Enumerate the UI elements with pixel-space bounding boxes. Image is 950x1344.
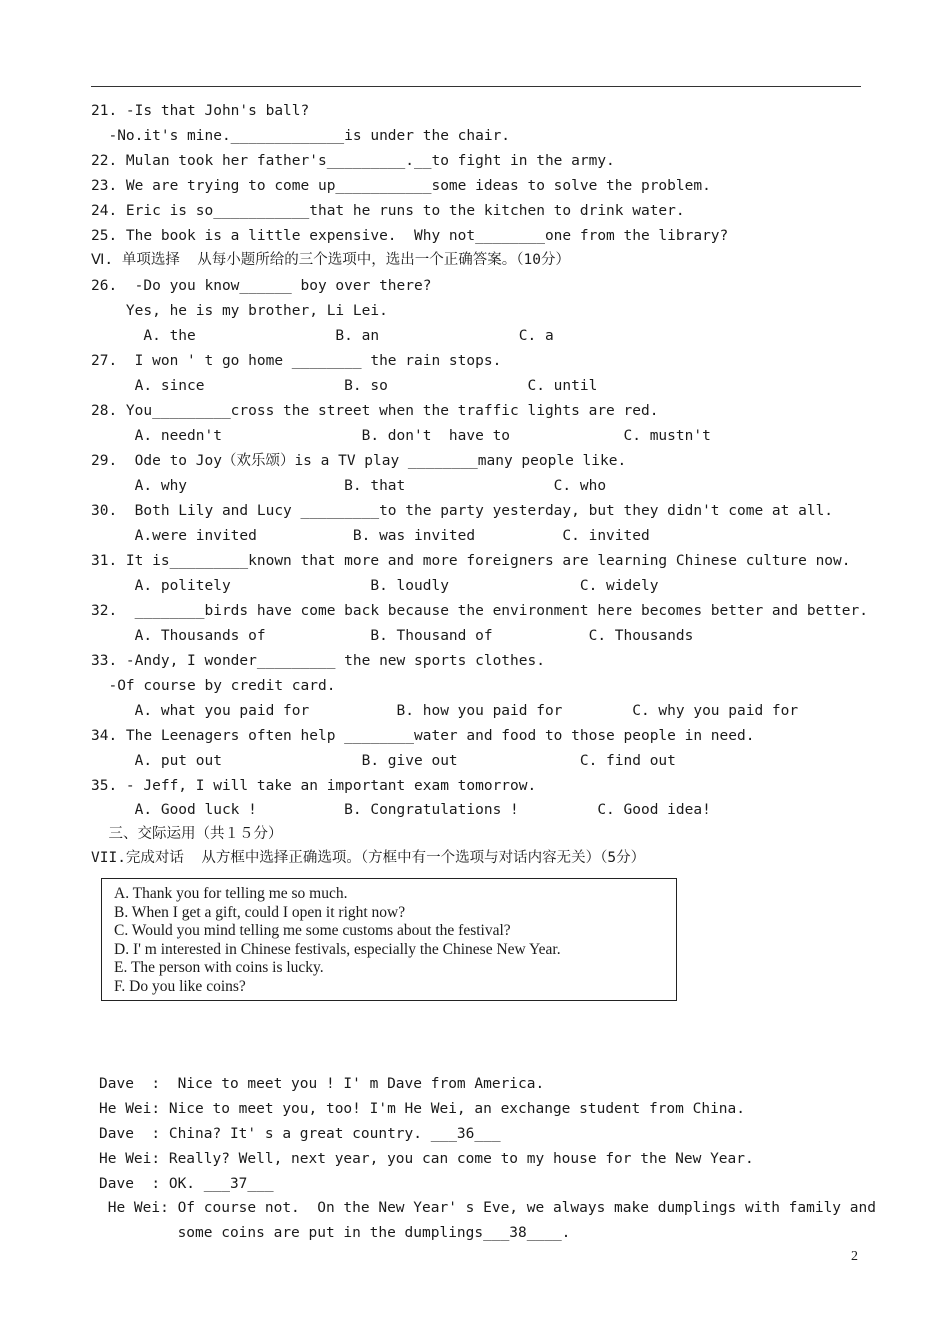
text-line: 31. It is_________known that more and more foreigners are learning Chinese culture now. [91, 553, 851, 569]
text-line: -No.it's mine._____________is under the chair. [91, 128, 511, 144]
page-number: 2 [851, 1249, 858, 1264]
text-line: A. Thousands of B. Thousand of C. Thousands [91, 628, 694, 644]
option-d: D. I' m interested in Chinese festivals, especially the Chinese New Year. [114, 940, 561, 958]
text-line: He Wei: Of course not. On the New Year' s Eve, we always make dumplings with family and [99, 1200, 876, 1216]
text-line: 30. Both Lily and Lucy _________to the party yesterday, but they didn't come at all. [91, 503, 834, 519]
text-line: A. the B. an C. a [91, 328, 554, 344]
text-line: 24. Eric is so___________that he runs to the kitchen to drink water. [91, 203, 685, 219]
text-line: 21. -Is that John's ball? [91, 103, 310, 119]
text-line: A. why B. that C. who [91, 478, 607, 494]
option-f: F. Do you like coins? [114, 977, 246, 995]
text-line: Dave : OK. ___37___ [99, 1176, 274, 1192]
option-c: C. Would you mind telling me some customs about the festival? [114, 922, 511, 940]
text-line: He Wei: Really? Well, next year, you can come to my house for the New Year. [99, 1151, 754, 1167]
text-line: Ⅵ. 单项选择 从每小题所给的三个选项中，选出一个正确答案。（10分） [91, 252, 571, 268]
text-line: 22. Mulan took her father's_________.__to fight in the army. [91, 153, 615, 169]
text-line: A. put out B. give out C. find out [91, 753, 676, 769]
text-line: 32. ________birds have come back because the environment here becomes better and better. [91, 603, 868, 619]
text-line: -Of course by credit card. [91, 678, 336, 694]
text-line: Yes, he is my brother, Li Lei. [91, 303, 388, 319]
text-line: A.were invited B. was invited C. invited [91, 528, 650, 544]
text-line: 28. You_________cross the street when the traffic lights are red. [91, 403, 659, 419]
options-box [101, 878, 677, 1001]
text-line: A. politely B. loudly C. widely [91, 578, 659, 594]
option-a: A. Thank you for telling me so much. [114, 885, 348, 902]
option-b: B. When I get a gift, could I open it right now? [114, 903, 406, 921]
text-line: 27. I won ' t go home ________ the rain stops. [91, 353, 502, 369]
text-line: VII.完成对话 从方框中选择正确选项。（方框中有一个选项与对话内容无关）（5分） [91, 850, 646, 866]
text-line: A. what you paid for B. how you paid for C. why you paid for [91, 703, 799, 719]
text-line: A. since B. so C. until [91, 378, 598, 394]
text-line: A. Good luck ! B. Congratulations ! C. Good idea! [91, 802, 711, 818]
text-line: 23. We are trying to come up___________some ideas to solve the problem. [91, 178, 711, 194]
text-line: 三、交际运用（共１５分） [91, 826, 283, 842]
text-line: 26. -Do you know______ boy over there? [91, 278, 432, 294]
text-line: 29. Ode to Joy（欢乐颂）is a TV play ________many people like. [91, 453, 627, 469]
text-line: some coins are put in the dumplings___38____. [99, 1225, 571, 1241]
text-line: 25. The book is a little expensive. Why not________one from the library? [91, 228, 729, 244]
text-line: He Wei: Nice to meet you, too! I'm He Wei, an exchange student from China. [99, 1101, 746, 1117]
header-rule [91, 86, 861, 87]
text-line: Dave : Nice to meet you ! I' m Dave from America. [99, 1076, 545, 1092]
option-e: E. The person with coins is lucky. [114, 959, 324, 977]
text-line: 33. -Andy, I wonder_________ the new sports clothes. [91, 653, 545, 669]
text-line: 34. The Leenagers often help ________water and food to those people in need. [91, 728, 755, 744]
text-line: Dave : China? It' s a great country. ___36___ [99, 1126, 501, 1142]
text-line: 35. - Jeff, I will take an important exam tomorrow. [91, 778, 537, 794]
text-line: A. needn't B. don't have to C. mustn't [91, 428, 711, 444]
